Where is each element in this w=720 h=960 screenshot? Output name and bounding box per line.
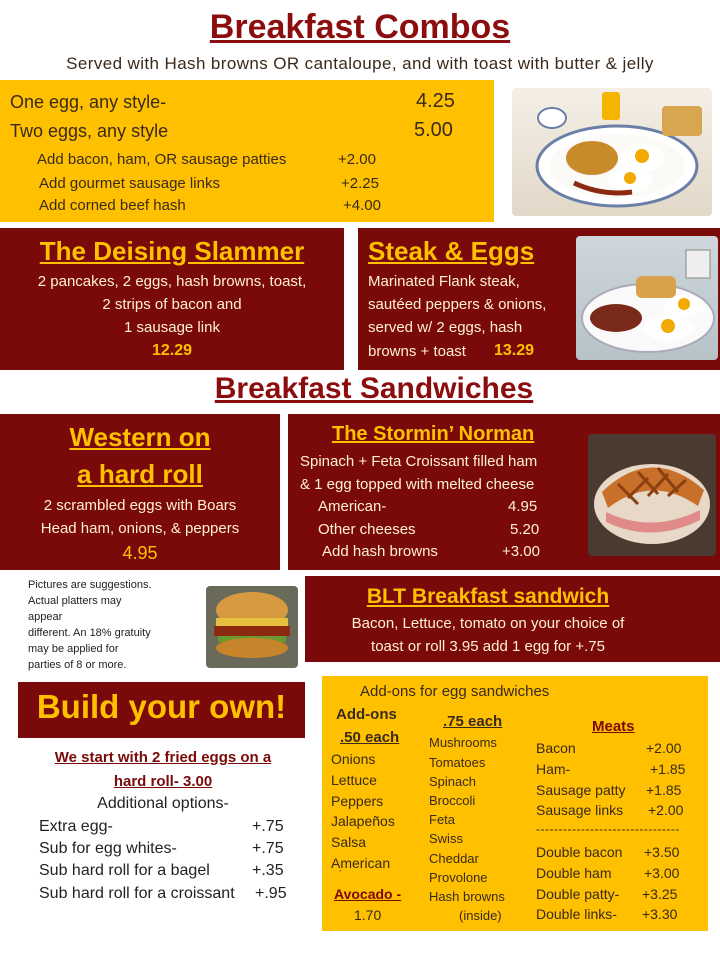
stormin-option-price: 4.95: [508, 498, 538, 515]
addons-col2-inside: (inside): [459, 908, 502, 923]
steak-line: browns + toast: [368, 343, 466, 360]
page-title: Breakfast Combos: [209, 8, 511, 46]
addons-col2-item: Feta: [429, 812, 456, 827]
addons-col1-item: Jalapeños: [331, 813, 395, 829]
burger-image: [206, 586, 298, 668]
meat-label: Sausage patty: [536, 782, 626, 798]
slammer-price: 12.29: [151, 342, 193, 359]
addons-col2-item: Cheddar: [429, 851, 479, 866]
addons-col1-mark: `: [339, 869, 342, 879]
addons-col1-heading: Add-ons: [336, 706, 397, 723]
build-option-price: +.35: [252, 862, 284, 879]
western-line: Head ham, onions, & peppers: [40, 520, 240, 537]
build-option-price: +.95: [255, 885, 287, 902]
addons-col2-item: Hash browns: [429, 889, 505, 904]
stormin-line: & 1 egg topped with melted cheese: [300, 476, 535, 493]
disclaimer-line: parties of 8 or more.: [28, 659, 127, 671]
disclaimer-line: appear: [28, 611, 63, 623]
meat-price: +2.00: [646, 740, 682, 756]
stormin-option-price: 5.20: [510, 521, 540, 538]
build-option-label: Sub for egg whites-: [39, 840, 177, 857]
meat-label: Sausage links: [536, 802, 624, 818]
stormin-option-label: Add hash browns: [322, 543, 438, 560]
stormin-title: The Stormin’ Norman: [332, 423, 535, 445]
western-line: 2 scrambled eggs with Boars: [43, 497, 237, 514]
western-title: Western on: [69, 422, 211, 452]
stormin-option-label: American-: [318, 498, 387, 515]
build-option-price: +.75: [252, 818, 284, 835]
combo-addon-price: +2.25: [341, 175, 379, 192]
blt-line: toast or roll 3.95 add 1 egg for +.75: [371, 638, 605, 655]
slammer-title: The Deising Slammer: [39, 236, 305, 266]
double-label: Double bacon: [536, 844, 623, 860]
addons-col1-item: Onions: [331, 751, 376, 767]
combo-addon-price: +4.00: [343, 197, 381, 214]
build-option-label: Sub hard roll for a croissant: [39, 885, 235, 902]
sandwiches-title: Breakfast Sandwiches: [214, 372, 534, 405]
combo-item-price: 4.25: [416, 90, 455, 112]
build-option-label: Extra egg-: [39, 818, 113, 835]
disclaimer-line: different. An 18% gratuity: [28, 627, 151, 639]
blt-line: Bacon, Lettuce, tomato on your choice of: [351, 615, 625, 632]
addons-avocado: Avocado -: [334, 886, 402, 902]
double-label: Double links-: [536, 906, 617, 922]
stormin-option-label: Other cheeses: [318, 521, 416, 538]
combo-addon-label: Add gourmet sausage links: [39, 175, 220, 192]
meat-price: +2.00: [648, 802, 684, 818]
combo-item-price: 5.00: [414, 119, 453, 141]
meat-label: Bacon: [536, 740, 576, 756]
build-option-label: Sub hard roll for a bagel: [39, 862, 210, 879]
build-start: hard roll- 3.00: [113, 773, 213, 790]
double-label: Double ham: [536, 865, 612, 881]
steak-price: 13.29: [494, 342, 535, 359]
steak-line: Marinated Flank steak,: [368, 273, 520, 290]
double-price: +3.30: [642, 906, 678, 922]
addons-col2-item: Broccoli: [429, 793, 476, 808]
addons-col2-item: Mushrooms: [429, 735, 497, 750]
addons-col2-item: Spinach: [429, 774, 476, 789]
double-price: +3.25: [642, 886, 678, 902]
meats-heading: Meats: [592, 718, 635, 735]
disclaimer-line: Actual platters may: [28, 595, 122, 607]
slammer-line: 2 pancakes, 2 eggs, hash browns, toast,: [37, 273, 307, 290]
disclaimer-line: Pictures are suggestions.: [28, 579, 152, 591]
steak-line: served w/ 2 eggs, hash: [368, 319, 523, 336]
stormin-option-price: +3.00: [502, 543, 540, 560]
slammer-line: 1 sausage link: [124, 319, 220, 336]
western-title: a hard roll: [77, 459, 203, 489]
combo-addon-label: Add corned beef hash: [39, 197, 186, 214]
combo-item-label: One egg, any style-: [10, 92, 167, 112]
slammer-line: 2 strips of bacon and: [102, 296, 242, 313]
stormin-line: Spinach + Feta Croissant filled ham: [300, 453, 538, 470]
build-title: Build your own!: [36, 688, 287, 725]
addons-col2-item: Swiss: [429, 831, 463, 846]
addons-avocado-price: 1.70: [354, 907, 382, 923]
meat-price: +1.85: [646, 782, 682, 798]
meat-label: Ham-: [536, 761, 571, 777]
build-additional: Additional options-: [97, 795, 229, 812]
double-label: Double patty-: [536, 886, 620, 902]
addons-col1-item: Lettuce: [331, 772, 377, 788]
western-price: 4.95: [122, 543, 158, 563]
combo-addon-price: +2.00: [338, 151, 376, 168]
addons-col2-item: Provolone: [429, 870, 488, 885]
combo-addon-label: Add bacon, ham, OR sausage patties: [37, 151, 287, 168]
steak-line: sautéed peppers & onions,: [368, 296, 547, 313]
addons-col1-item: American: [331, 855, 391, 871]
meat-price: +1.85: [650, 761, 686, 777]
addons-title: Add-ons for egg sandwiches: [360, 683, 550, 700]
disclaimer-line: may be applied for: [28, 643, 119, 655]
combo-item-label: Two eggs, any style: [10, 121, 169, 141]
meats-divider: --------------------------------: [536, 822, 680, 836]
addons-col1-subheading: .50 each: [340, 729, 400, 746]
breakfast-plate-image: [512, 88, 712, 216]
addons-col1-item: Salsa: [331, 834, 367, 850]
steak-title: Steak & Eggs: [368, 236, 535, 266]
blt-title: BLT Breakfast sandwich: [366, 585, 610, 608]
steak-eggs-image: [576, 236, 718, 360]
build-option-price: +.75: [252, 840, 284, 857]
addons-col1-item: Peppers: [331, 793, 384, 809]
build-start: We start with 2 fried eggs on a: [54, 749, 272, 766]
double-price: +3.50: [644, 844, 680, 860]
addons-col2-heading: .75 each: [443, 713, 503, 730]
page-subtitle: Served with Hash browns OR cantaloupe, and with toast with butter & jelly: [66, 54, 654, 73]
addons-col2-item: Tomatoes: [429, 755, 486, 770]
croissant-image: [588, 434, 716, 556]
double-price: +3.00: [644, 865, 680, 881]
